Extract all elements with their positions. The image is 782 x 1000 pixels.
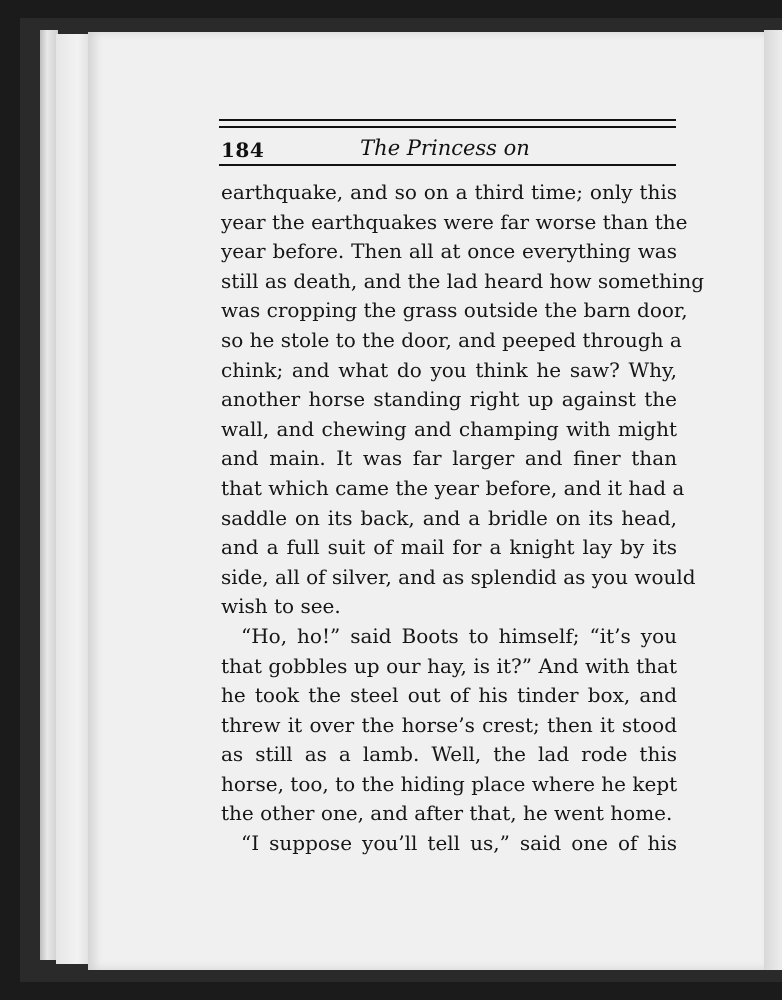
page-stack-edge-right [764,30,782,970]
text-line: the other one, and after that, he went home. [221,801,673,826]
page-stack-edge [56,34,92,964]
text-line: chink; and what do you think he saw? Why, [221,357,677,382]
text-line: and main. It was far larger and finer than [221,446,677,471]
text-line: another horse standing right up against the [221,387,677,412]
text-line: he took the steel out of his tinder box, and [221,683,677,708]
text-line: year the earthquakes were far worse than the [221,209,688,234]
text-line: that gobbles up our hay, is it?” And with that [221,653,677,678]
text-line: so he stole to the door, and peeped through a [221,327,682,352]
running-head: The Princess on [360,136,530,160]
text-line: saddle on its back, and a bridle on its head, [221,505,677,530]
text-line: “Ho, ho!” said Boots to himself; “it’s you [241,623,677,648]
text-line: that which came the year before, and it had a [221,475,685,500]
text-line: still as death, and the lad heard how something [221,268,705,293]
text-line: earthquake, and so on a third time; only this [221,180,677,204]
text-line: wall, and chewing and champing with might [221,416,677,441]
text-line: side, all of silver, and as splendid as you would [221,564,696,589]
header-rule-top [219,126,676,128]
text-line: and a full suit of mail for a knight lay by its [221,535,677,560]
text-line: year before. Then all at once everything was [221,239,677,264]
text-line: was cropping the grass outside the barn door, [221,298,688,323]
header-rule-bottom [219,164,676,166]
text-line: horse, too, to the hiding place where he kept [221,771,678,796]
page-number: 184 [221,138,265,162]
text-line: threw it over the horse’s crest; then it stood [221,712,677,737]
text-line: “I suppose you’ll tell us,” said one of his [241,831,677,856]
text-line: as still as a lamb. Well, the lad rode this [221,742,677,767]
header-rule-top [219,119,676,121]
body-text [221,178,705,859]
text-line: wish to see. [221,594,341,619]
